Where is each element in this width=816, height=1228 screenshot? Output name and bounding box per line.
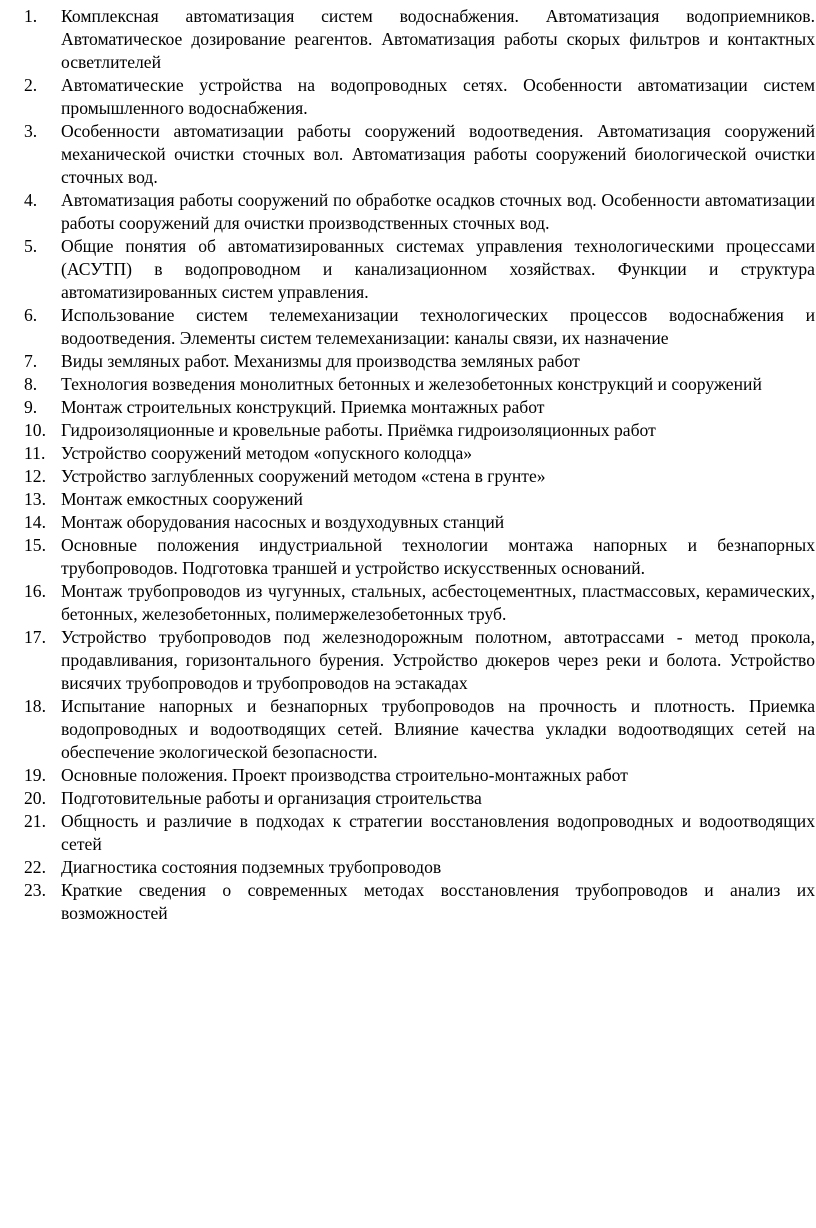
item-number: 6. [24, 305, 38, 325]
list-item [24, 373, 815, 396]
list-item [24, 695, 815, 764]
list-item [24, 74, 815, 120]
item-text: Устройство трубопроводов под железнодорожным полотном, автотрассами - метод прокола, продавливания, горизонтального бурения. Устройство дюкеров через реки и болота. Устройство висячих трубопроводов и трубопроводов на эстакадах [61, 627, 815, 693]
item-text: Автоматические устройства на водопроводных сетях. Особенности автоматизации систем промышленного водоснабжения. [61, 75, 815, 118]
item-text: Основные положения индустриальной технологии монтажа напорных и безнапорных трубопроводов. Подготовка траншей и устройство искусственных оснований. [61, 535, 815, 578]
list-item [24, 120, 815, 189]
list-item [24, 580, 815, 626]
item-text: Монтаж строительных конструкций. Приемка монтажных работ [61, 397, 545, 417]
item-number: 9. [24, 397, 38, 417]
list-item [24, 304, 815, 350]
list-item [24, 350, 815, 373]
list-item [24, 419, 815, 442]
item-number: 23. [24, 880, 46, 900]
item-number: 2. [24, 75, 38, 95]
item-number: 3. [24, 121, 38, 141]
list-item [24, 810, 815, 856]
item-text: Испытание напорных и безнапорных трубопроводов на прочность и плотность. Приемка водопроводных и водоотводящих сетей. Влияние качества укладки водоотводящих сетей на обеспечение экологической безопасности. [61, 696, 815, 762]
item-text: Устройство сооружений методом «опускного колодца» [61, 443, 473, 463]
item-number: 21. [24, 811, 46, 831]
item-number: 10. [24, 420, 46, 440]
item-number: 20. [24, 788, 46, 808]
list-item [24, 5, 815, 74]
item-text: Комплексная автоматизация систем водоснабжения. Автоматизация водоприемников. Автоматическое дозирование реагентов. Автоматизация работы скорых фильтров и контактных осветлителей [61, 6, 815, 72]
item-text: Общность и различие в подходах к стратегии восстановления водопроводных и водоотводящих сетей [61, 811, 815, 854]
item-text: Виды земляных работ. Механизмы для производства земляных работ [61, 351, 580, 371]
item-text: Общие понятия об автоматизированных системах управления технологическими процессами (АСУТП) в водопроводном и канализационном хозяйствах. Функции и структура автоматизированных систем управления. [61, 236, 815, 302]
item-text: Автоматизация работы сооружений по обработке осадков сточных вод. Особенности автоматизации работы сооружений для очистки производственных сточных вод. [61, 190, 815, 233]
item-number: 22. [24, 857, 46, 877]
item-text: Основные положения. Проект производства строительно-монтажных работ [61, 765, 628, 785]
item-text: Краткие сведения о современных методах восстановления трубопроводов и анализ их возможностей [61, 880, 815, 923]
item-number: 1. [24, 6, 38, 26]
list-item [24, 511, 815, 534]
list-item [24, 465, 815, 488]
list-item [24, 442, 815, 465]
list-item [24, 235, 815, 304]
topic-list [24, 5, 815, 925]
item-text: Использование систем телемеханизации технологических процессов водоснабжения и водоотведения. Элементы систем телемеханизации: каналы связи, их назначение [61, 305, 815, 348]
item-number: 12. [24, 466, 46, 486]
list-item [24, 879, 815, 925]
item-number: 16. [24, 581, 46, 601]
list-item [24, 787, 815, 810]
item-text: Гидроизоляционные и кровельные работы. Приёмка гидроизоляционных работ [61, 420, 656, 440]
item-number: 7. [24, 351, 38, 371]
item-text: Технология возведения монолитных бетонных и железобетонных конструкций и сооружений [61, 374, 762, 394]
item-number: 15. [24, 535, 46, 555]
item-number: 17. [24, 627, 46, 647]
item-number: 18. [24, 696, 46, 716]
item-text: Монтаж оборудования насосных и воздуходувных станций [61, 512, 505, 532]
item-text: Монтаж трубопроводов из чугунных, стальных, асбестоцементных, пластмассовых, керамических, бетонных, железобетонных, полимержелезобетонных труб. [61, 581, 815, 624]
item-number: 8. [24, 374, 38, 394]
item-number: 5. [24, 236, 38, 256]
list-item [24, 534, 815, 580]
item-text: Устройство заглубленных сооружений методом «стена в грунте» [61, 466, 546, 486]
item-number: 13. [24, 489, 46, 509]
item-text: Особенности автоматизации работы сооружений водоотведения. Автоматизация сооружений механической очистки сточных вол. Автоматизация работы сооружений биологической очистки сточных вод. [61, 121, 815, 187]
item-number: 14. [24, 512, 46, 532]
list-item [24, 626, 815, 695]
list-item [24, 396, 815, 419]
item-number: 4. [24, 190, 38, 210]
item-text: Диагностика состояния подземных трубопроводов [61, 857, 442, 877]
list-item [24, 856, 815, 879]
item-text: Монтаж емкостных сооружений [61, 489, 303, 509]
list-item [24, 764, 815, 787]
item-number: 11. [24, 443, 46, 463]
list-item [24, 488, 815, 511]
item-number: 19. [24, 765, 46, 785]
list-item [24, 189, 815, 235]
item-text: Подготовительные работы и организация строительства [61, 788, 482, 808]
